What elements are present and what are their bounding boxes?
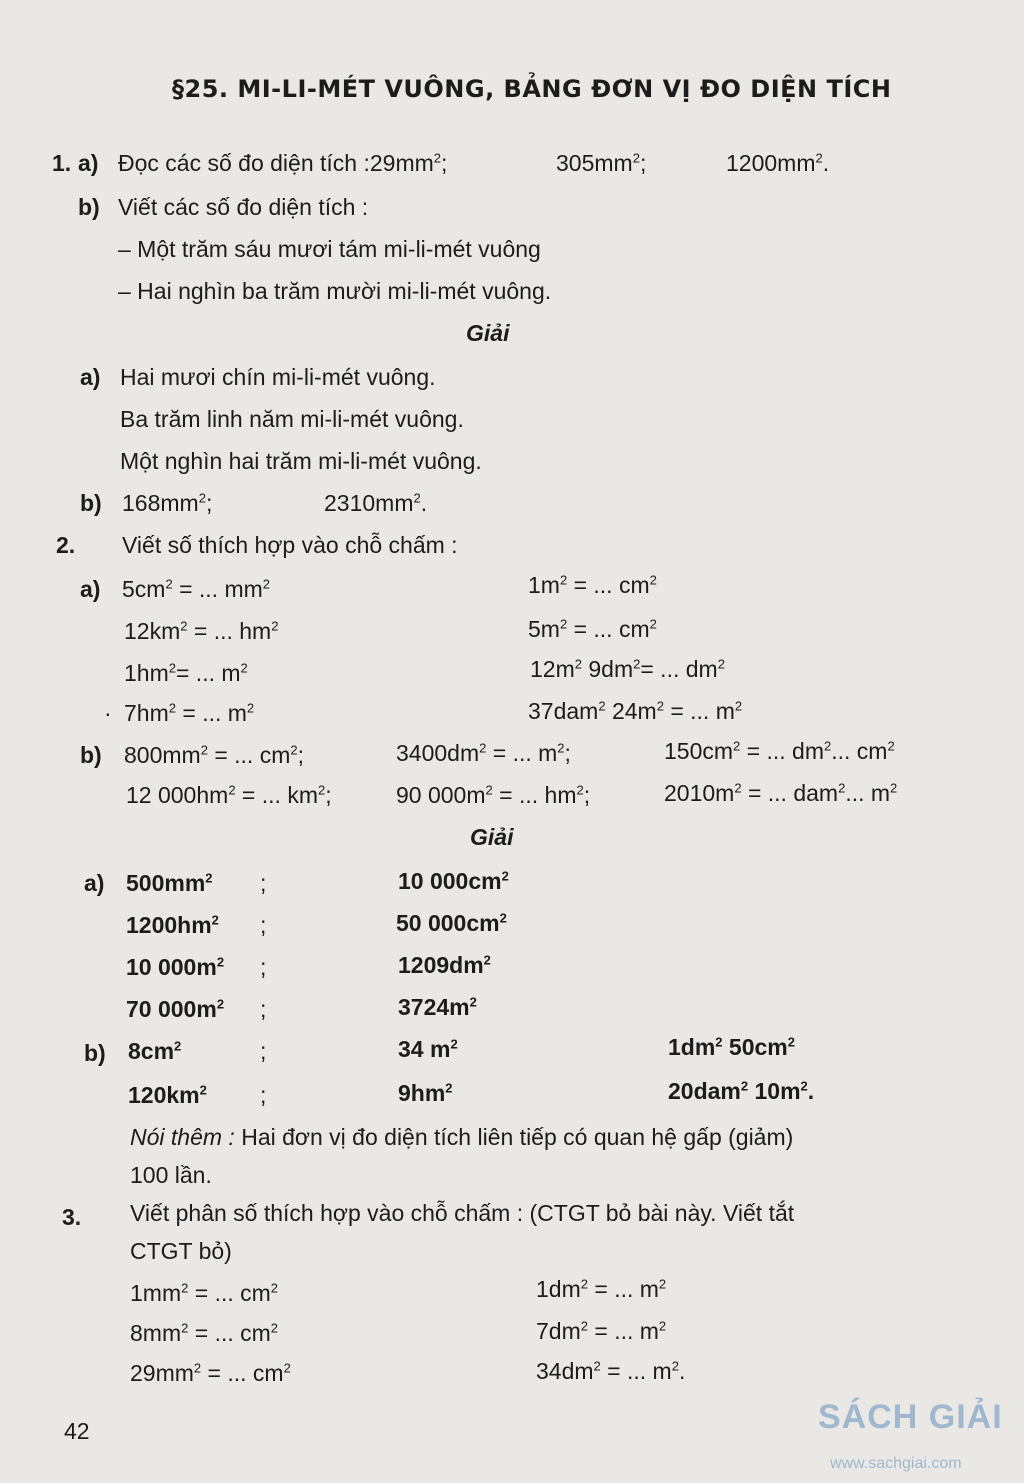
superscript: 2 — [240, 660, 248, 676]
text-segment: 3724m — [398, 994, 470, 1020]
text-line — [528, 696, 742, 726]
text-segment: 50cm — [722, 1034, 788, 1060]
text-segment: ; — [639, 150, 647, 176]
text-segment: = ... m — [486, 740, 558, 766]
text-segment: = ... cm — [567, 572, 650, 598]
text-segment: 1m — [528, 572, 560, 598]
superscript: 2 — [205, 870, 213, 886]
text-segment: 20dam — [668, 1078, 741, 1104]
text-line: ; — [260, 912, 267, 938]
text-segment: = ... m — [175, 700, 247, 726]
text-line — [130, 1122, 793, 1152]
text-line: ; — [260, 1082, 267, 1108]
superscript: 2 — [671, 1358, 679, 1374]
text-segment: ; — [297, 742, 304, 768]
superscript: 2 — [433, 150, 441, 166]
text-segment: 10 000m — [126, 954, 217, 980]
text-line — [726, 148, 829, 178]
superscript: 2 — [445, 1080, 453, 1096]
text-line: · — [104, 700, 112, 726]
text-line: Giải — [470, 824, 514, 850]
text-segment: . — [678, 1358, 686, 1384]
text-line: b) — [80, 490, 102, 516]
text-line — [398, 1034, 458, 1064]
text-segment: 12m — [530, 656, 575, 682]
text-segment: ... m — [845, 780, 891, 806]
text-line — [124, 740, 304, 770]
text-line: CTGT bỏ) — [130, 1238, 232, 1264]
text-segment: 37dam — [528, 698, 599, 724]
superscript: 2 — [576, 782, 584, 798]
text-segment: 1200mm — [726, 150, 816, 176]
superscript: 2 — [649, 572, 657, 588]
superscript: 2 — [270, 1280, 279, 1296]
text-line: – Hai nghìn ba trăm mười mi-li-mét vuông. — [118, 278, 552, 304]
superscript: 2 — [598, 698, 606, 714]
text-line — [128, 1080, 207, 1110]
superscript: 2 — [787, 1034, 795, 1050]
text-line — [398, 950, 491, 980]
superscript: 2 — [228, 782, 236, 798]
text-segment: 24m — [605, 698, 657, 724]
superscript: 2 — [580, 1318, 588, 1334]
superscript: 2 — [559, 572, 568, 588]
superscript: 2 — [174, 1038, 182, 1054]
text-line — [530, 654, 725, 684]
text-segment: ... cm — [831, 738, 888, 764]
superscript: 2 — [317, 782, 326, 798]
text-segment: 34 m — [398, 1036, 451, 1062]
superscript: 2 — [199, 1082, 207, 1098]
text-line: a) — [78, 150, 99, 176]
text-line — [668, 1076, 814, 1106]
text-line — [664, 736, 895, 766]
watermark-url: www.sachgiai.com — [830, 1455, 962, 1472]
text-segment: ; — [205, 490, 213, 516]
text-segment: 12 000hm — [126, 782, 229, 808]
superscript: 2 — [800, 1078, 808, 1094]
text-segment: = ... hm — [492, 782, 577, 808]
text-line — [528, 614, 657, 644]
text-segment: = ... cm — [567, 616, 650, 642]
superscript: 2 — [559, 616, 568, 632]
watermark-logo: SÁCH GIẢI — [818, 1398, 1003, 1436]
text-line — [124, 616, 278, 646]
text-line — [664, 778, 897, 808]
text-line: 100 lần. — [130, 1162, 212, 1188]
superscript: 2 — [499, 910, 507, 926]
text-segment: 7hm — [124, 700, 169, 726]
text-segment: = ... m — [663, 698, 735, 724]
superscript: 2 — [211, 912, 219, 928]
text-segment: 7dm — [536, 1318, 581, 1344]
text-segment: = ... cm — [207, 742, 291, 768]
text-line — [398, 866, 509, 896]
superscript: 2 — [734, 698, 743, 714]
text-segment: = ... m — [587, 1318, 659, 1344]
text-segment: 50 000cm — [396, 910, 500, 936]
text-line: Viết phân số thích hợp vào chỗ chấm : (CTGT bỏ bài này. Viết tắt — [130, 1200, 795, 1226]
text-segment: . — [807, 1078, 815, 1104]
text-line — [130, 1358, 291, 1388]
text-segment: 10 000cm — [398, 868, 502, 894]
text-segment: 34dm — [536, 1358, 594, 1384]
superscript: 2 — [270, 1320, 279, 1336]
superscript: 2 — [290, 742, 298, 758]
text-segment: 500mm — [126, 870, 206, 896]
text-line — [130, 1318, 278, 1348]
text-line: Viết số thích hợp vào chỗ chấm : — [122, 532, 458, 558]
text-segment: 1200hm — [126, 912, 212, 938]
text-segment: = ... km — [235, 782, 318, 808]
text-segment: 12km — [124, 618, 181, 644]
text-segment: 1dm — [536, 1276, 581, 1302]
text-segment: . — [822, 150, 830, 176]
text-segment: 5cm — [122, 576, 166, 602]
superscript: 2 — [198, 490, 206, 506]
superscript: 2 — [593, 1358, 601, 1374]
superscript: 2 — [168, 660, 176, 676]
text-segment: 168mm — [122, 490, 199, 516]
superscript: 2 — [887, 738, 895, 754]
text-line: a) — [84, 870, 105, 896]
text-segment: 1dm — [668, 1034, 716, 1060]
text-segment: ; — [325, 782, 332, 808]
superscript: 2 — [658, 1318, 667, 1334]
text-segment: = ... mm — [172, 576, 263, 602]
superscript: 2 — [246, 700, 255, 716]
text-segment: 90 000m — [396, 782, 486, 808]
superscript: 2 — [633, 656, 641, 672]
superscript: 2 — [580, 1276, 588, 1292]
text-line — [536, 1274, 666, 1304]
text-line — [398, 992, 477, 1022]
text-line: 2. — [56, 532, 76, 558]
text-segment: = ... cm — [188, 1320, 271, 1346]
text-segment: = ... cm — [188, 1280, 271, 1306]
text-line: – Một trăm sáu mươi tám mi-li-mét vuông — [118, 236, 541, 262]
text-segment: 9hm — [398, 1080, 446, 1106]
superscript: 2 — [574, 656, 582, 672]
text-line: b) — [78, 194, 100, 220]
text-line — [124, 658, 248, 688]
text-line: a) — [80, 576, 101, 602]
text-segment: 150cm — [664, 738, 734, 764]
text-line — [556, 148, 646, 178]
text-line — [126, 952, 224, 982]
superscript: 2 — [283, 1360, 291, 1376]
text-segment: = ... cm — [201, 1360, 284, 1386]
text-segment: = ... dm — [740, 738, 825, 764]
text-segment: = ... hm — [187, 618, 272, 644]
text-segment: Hai đơn vị đo diện tích liên tiếp có quan hệ gấp (giảm) — [234, 1124, 794, 1150]
text-segment: . — [420, 490, 428, 516]
text-segment: 2010m — [664, 780, 735, 806]
text-line — [126, 868, 213, 898]
superscript: 2 — [890, 780, 898, 796]
superscript: 2 — [649, 616, 657, 632]
page-title: §25. MI-LI-MÉT VUÔNG, BẢNG ĐƠN VỊ ĐO DIỆN TÍCH — [172, 75, 892, 103]
text-line: Ba trăm linh năm mi-li-mét vuông. — [120, 406, 464, 432]
text-line — [528, 570, 657, 600]
superscript: 2 — [413, 490, 421, 506]
text-line — [396, 780, 590, 810]
superscript: 2 — [715, 1034, 723, 1050]
text-segment: 1209dm — [398, 952, 484, 978]
text-segment: = ... m — [175, 660, 241, 686]
text-line — [536, 1316, 666, 1346]
text-segment: 3400dm — [396, 740, 480, 766]
text-line: 1. — [52, 150, 72, 176]
text-segment: 8cm — [128, 1038, 175, 1064]
superscript: 2 — [479, 740, 487, 756]
text-line — [324, 488, 427, 518]
superscript: 2 — [168, 700, 176, 716]
text-line: ; — [260, 1038, 267, 1064]
superscript: 2 — [271, 618, 279, 634]
text-line: a) — [80, 364, 101, 390]
text-segment: 70 000m — [126, 996, 217, 1022]
text-segment: 8mm — [130, 1320, 182, 1346]
text-line — [130, 1278, 278, 1308]
text-line — [126, 780, 332, 810]
text-line: Một nghìn hai trăm mi-li-mét vuông. — [120, 448, 482, 474]
text-line: Hai mươi chín mi-li-mét vuông. — [120, 364, 436, 390]
superscript: 2 — [469, 994, 477, 1010]
superscript: 2 — [180, 618, 188, 634]
text-segment: = ... m — [587, 1276, 659, 1302]
text-line — [668, 1032, 795, 1062]
superscript: 2 — [734, 780, 742, 796]
text-line — [126, 994, 224, 1024]
text-segment: 800mm — [124, 742, 201, 768]
superscript: 2 — [200, 742, 208, 758]
superscript: 2 — [632, 150, 640, 166]
superscript: 2 — [181, 1280, 189, 1296]
text-line — [398, 1078, 453, 1108]
superscript: 2 — [485, 782, 493, 798]
text-line — [128, 1036, 181, 1066]
text-segment: 1hm — [124, 660, 169, 686]
superscript: 2 — [483, 952, 491, 968]
text-segment: 1mm — [130, 1280, 182, 1306]
superscript: 2 — [181, 1320, 189, 1336]
superscript: 2 — [193, 1360, 202, 1376]
text-segment: = ... m — [600, 1358, 672, 1384]
superscript: 2 — [557, 740, 565, 756]
text-line — [124, 698, 254, 728]
superscript: 2 — [824, 738, 832, 754]
text-line: Viết các số đo diện tích : — [118, 194, 369, 220]
text-line: Giải — [466, 320, 510, 346]
superscript: 2 — [656, 698, 664, 714]
text-line — [118, 148, 447, 178]
superscript: 2 — [216, 954, 225, 970]
superscript: 2 — [733, 738, 741, 754]
text-line — [122, 574, 270, 604]
text-line — [536, 1356, 685, 1386]
text-line — [396, 908, 507, 938]
page-number: 42 — [64, 1418, 90, 1444]
text-line: ; — [260, 996, 267, 1022]
superscript: 2 — [165, 576, 173, 592]
text-segment: ; — [564, 740, 571, 766]
superscript: 2 — [216, 996, 225, 1012]
text-line: b) — [80, 742, 102, 768]
superscript: 2 — [717, 656, 725, 672]
text-line — [126, 910, 219, 940]
text-line — [396, 738, 571, 768]
superscript: 2 — [740, 1078, 749, 1094]
superscript: 2 — [815, 150, 823, 166]
text-segment: 2310mm — [324, 490, 414, 516]
superscript: 2 — [262, 576, 271, 592]
text-line: b) — [84, 1040, 106, 1066]
text-segment: = ... dm — [640, 656, 718, 682]
text-segment: ; — [583, 782, 591, 808]
text-segment: 29mm — [130, 1360, 194, 1386]
text-line — [122, 488, 212, 518]
text-segment: Nói thêm : — [130, 1124, 235, 1150]
text-segment: 9dm — [581, 656, 634, 682]
text-line: 3. — [62, 1204, 82, 1230]
superscript: 2 — [450, 1036, 458, 1052]
text-segment: 5m — [528, 616, 560, 642]
text-line: ; — [260, 870, 267, 896]
text-segment: 120km — [128, 1082, 200, 1108]
superscript: 2 — [501, 868, 509, 884]
text-segment: 10m — [748, 1078, 801, 1104]
text-segment: = ... dam — [741, 780, 839, 806]
text-segment: 305mm — [556, 150, 633, 176]
superscript: 2 — [658, 1276, 667, 1292]
superscript: 2 — [838, 780, 846, 796]
text-line: ; — [260, 954, 267, 980]
text-segment: ; — [441, 150, 448, 176]
text-segment: Đọc các số đo diện tích :29mm — [118, 150, 434, 176]
